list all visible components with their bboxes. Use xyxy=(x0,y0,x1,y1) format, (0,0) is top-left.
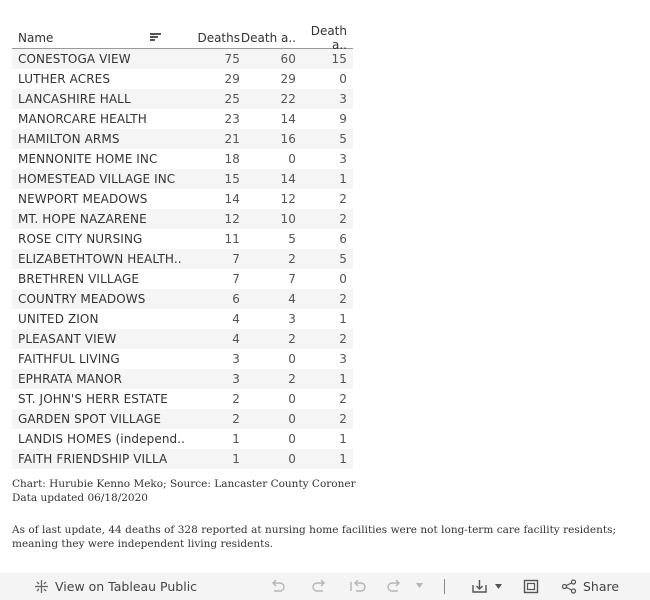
cell-name: ELIZABETHTOWN HEALTH.. xyxy=(18,252,182,266)
cell-deaths: 12 xyxy=(224,212,240,226)
table-header xyxy=(12,24,353,52)
cell-name: CONESTOGA VIEW xyxy=(18,52,131,66)
cell-name: NEWPORT MEADOWS xyxy=(18,192,148,206)
table-row[interactable] xyxy=(12,389,353,409)
table-row[interactable] xyxy=(12,349,353,369)
redo-icon[interactable] xyxy=(311,579,327,594)
cell-death-b: 1 xyxy=(339,372,347,386)
cell-name: LANCASHIRE HALL xyxy=(18,92,131,106)
table-row[interactable] xyxy=(12,129,353,149)
table-row[interactable] xyxy=(12,169,353,189)
refresh-dropdown-icon[interactable] xyxy=(415,581,424,590)
header-death-b[interactable]: Death a.. xyxy=(310,24,347,52)
cell-death-b: 2 xyxy=(339,212,347,226)
cell-name: UNITED ZION xyxy=(18,312,99,326)
table-row[interactable] xyxy=(12,69,353,89)
cell-name: MENNONITE HOME INC xyxy=(18,152,158,166)
cell-deaths: 11 xyxy=(224,232,240,246)
cell-deaths: 6 xyxy=(232,292,240,306)
table-row[interactable] xyxy=(12,189,353,209)
cell-death-a: 16 xyxy=(280,132,296,146)
cell-death-a: 0 xyxy=(288,392,296,406)
cell-death-a: 0 xyxy=(288,432,296,446)
cell-death-b: 2 xyxy=(339,412,347,426)
credit-line: Chart: Hurubie Kenno Meko; Source: Lancaster County Coroner xyxy=(12,478,356,490)
table-row[interactable] xyxy=(12,369,353,389)
cell-death-a: 22 xyxy=(280,92,296,106)
cell-deaths: 3 xyxy=(232,352,240,366)
table-row[interactable] xyxy=(12,249,353,269)
cell-death-b: 2 xyxy=(339,332,347,346)
table-row[interactable] xyxy=(12,49,353,69)
cell-deaths: 18 xyxy=(224,152,240,166)
cell-deaths: 4 xyxy=(232,332,240,346)
cell-deaths: 7 xyxy=(232,272,240,286)
view-on-tableau-label: View on Tableau Public xyxy=(55,579,198,594)
cell-death-a: 4 xyxy=(288,292,296,306)
table-body xyxy=(12,49,353,469)
table-row[interactable] xyxy=(12,329,353,349)
cell-name: ST. JOHN'S HERR ESTATE xyxy=(18,392,168,406)
header-name-label: Name xyxy=(18,31,54,45)
table-row[interactable] xyxy=(12,429,353,449)
updated-line: Data updated 06/18/2020 xyxy=(12,492,148,504)
download-dropdown-icon xyxy=(494,582,503,591)
share-button[interactable] xyxy=(561,579,619,594)
cell-death-a: 2 xyxy=(288,372,296,386)
cell-death-b: 3 xyxy=(339,92,347,106)
description-note: As of last update, 44 deaths of 328 reported at nursing home facilities were not long-term care facility residents; meaning they were independent living residents. xyxy=(12,524,616,550)
cell-death-b: 2 xyxy=(339,192,347,206)
header-deaths[interactable]: Deaths xyxy=(197,31,240,45)
cell-deaths: 21 xyxy=(224,132,240,146)
cell-death-b: 2 xyxy=(339,292,347,306)
cell-deaths: 15 xyxy=(224,172,240,186)
cell-death-a: 5 xyxy=(288,232,296,246)
cell-deaths: 2 xyxy=(232,412,240,426)
table-row[interactable] xyxy=(12,149,353,169)
tableau-toolbar xyxy=(0,573,650,600)
refresh-icon[interactable] xyxy=(386,579,402,594)
header-name[interactable] xyxy=(12,31,184,45)
fullscreen-icon[interactable] xyxy=(523,579,539,594)
cell-death-b: 5 xyxy=(339,132,347,146)
cell-name: HOMESTEAD VILLAGE INC xyxy=(18,172,176,186)
table-row[interactable] xyxy=(12,309,353,329)
cell-deaths: 1 xyxy=(232,432,240,446)
cell-death-b: 5 xyxy=(339,252,347,266)
cell-death-a: 10 xyxy=(280,212,296,226)
cell-name: FAITHFUL LIVING xyxy=(18,352,120,366)
cell-death-a: 60 xyxy=(280,52,296,66)
cell-name: GARDEN SPOT VILLAGE xyxy=(18,412,162,426)
download-button[interactable] xyxy=(471,579,503,594)
cell-death-b: 2 xyxy=(339,392,347,406)
table-row[interactable] xyxy=(12,269,353,289)
data-table xyxy=(12,24,353,466)
cell-death-b: 3 xyxy=(339,352,347,366)
cell-death-b: 0 xyxy=(339,72,347,86)
share-icon xyxy=(561,579,577,594)
table-row[interactable] xyxy=(12,209,353,229)
cell-name: COUNTRY MEADOWS xyxy=(18,292,146,306)
cell-death-b: 9 xyxy=(339,112,347,126)
cell-death-a: 12 xyxy=(280,192,296,206)
cell-death-b: 15 xyxy=(331,52,347,66)
cell-death-a: 2 xyxy=(288,252,296,266)
table-row[interactable] xyxy=(12,289,353,309)
table-row[interactable] xyxy=(12,109,353,129)
cell-death-a: 14 xyxy=(280,172,296,186)
cell-name: LUTHER ACRES xyxy=(18,72,111,86)
cell-death-b: 1 xyxy=(339,172,347,186)
undo-icon[interactable] xyxy=(270,579,286,594)
cell-deaths: 14 xyxy=(224,192,240,206)
cell-death-a: 7 xyxy=(288,272,296,286)
table-row[interactable] xyxy=(12,89,353,109)
tableau-logo-icon xyxy=(34,579,49,594)
cell-deaths: 23 xyxy=(224,112,240,126)
cell-death-a: 2 xyxy=(288,332,296,346)
sort-icon[interactable] xyxy=(148,31,162,43)
toolbar-divider xyxy=(444,579,445,594)
cell-name: HAMILTON ARMS xyxy=(18,132,120,146)
revert-icon[interactable] xyxy=(349,579,367,594)
cell-name: BRETHREN VILLAGE xyxy=(18,272,140,286)
cell-deaths: 75 xyxy=(224,52,240,66)
cell-death-a: 14 xyxy=(280,112,296,126)
cell-name: LANDIS HOMES (independ.. xyxy=(18,432,186,446)
table-row[interactable] xyxy=(12,409,353,429)
cell-deaths: 29 xyxy=(224,72,240,86)
cell-deaths: 3 xyxy=(232,372,240,386)
cell-death-b: 1 xyxy=(339,452,347,466)
cell-death-a: 0 xyxy=(288,452,296,466)
download-icon xyxy=(471,579,488,594)
cell-name: FAITH FRIENDSHIP VILLA xyxy=(18,452,168,466)
cell-name: EPHRATA MANOR xyxy=(18,372,123,386)
view-on-tableau-button[interactable] xyxy=(34,579,197,594)
cell-death-a: 29 xyxy=(280,72,296,86)
share-label: Share xyxy=(583,579,620,594)
cell-death-b: 6 xyxy=(339,232,347,246)
cell-deaths: 4 xyxy=(232,312,240,326)
cell-name: MANORCARE HEALTH xyxy=(18,112,147,126)
cell-death-a: 3 xyxy=(288,312,296,326)
cell-deaths: 2 xyxy=(232,392,240,406)
header-death-a[interactable]: Death a.. xyxy=(240,31,296,45)
cell-death-b: 0 xyxy=(339,272,347,286)
cell-name: MT. HOPE NAZARENE xyxy=(18,212,147,226)
cell-death-a: 0 xyxy=(288,352,296,366)
table-row[interactable] xyxy=(12,449,353,469)
table-row[interactable] xyxy=(12,229,353,249)
cell-death-b: 1 xyxy=(339,312,347,326)
cell-death-b: 3 xyxy=(339,152,347,166)
cell-name: PLEASANT VIEW xyxy=(18,332,117,346)
cell-death-a: 0 xyxy=(288,412,296,426)
cell-deaths: 1 xyxy=(232,452,240,466)
cell-name: ROSE CITY NURSING xyxy=(18,232,143,246)
cell-deaths: 25 xyxy=(224,92,240,106)
cell-death-a: 0 xyxy=(288,152,296,166)
cell-death-b: 1 xyxy=(339,432,347,446)
cell-deaths: 7 xyxy=(232,252,240,266)
